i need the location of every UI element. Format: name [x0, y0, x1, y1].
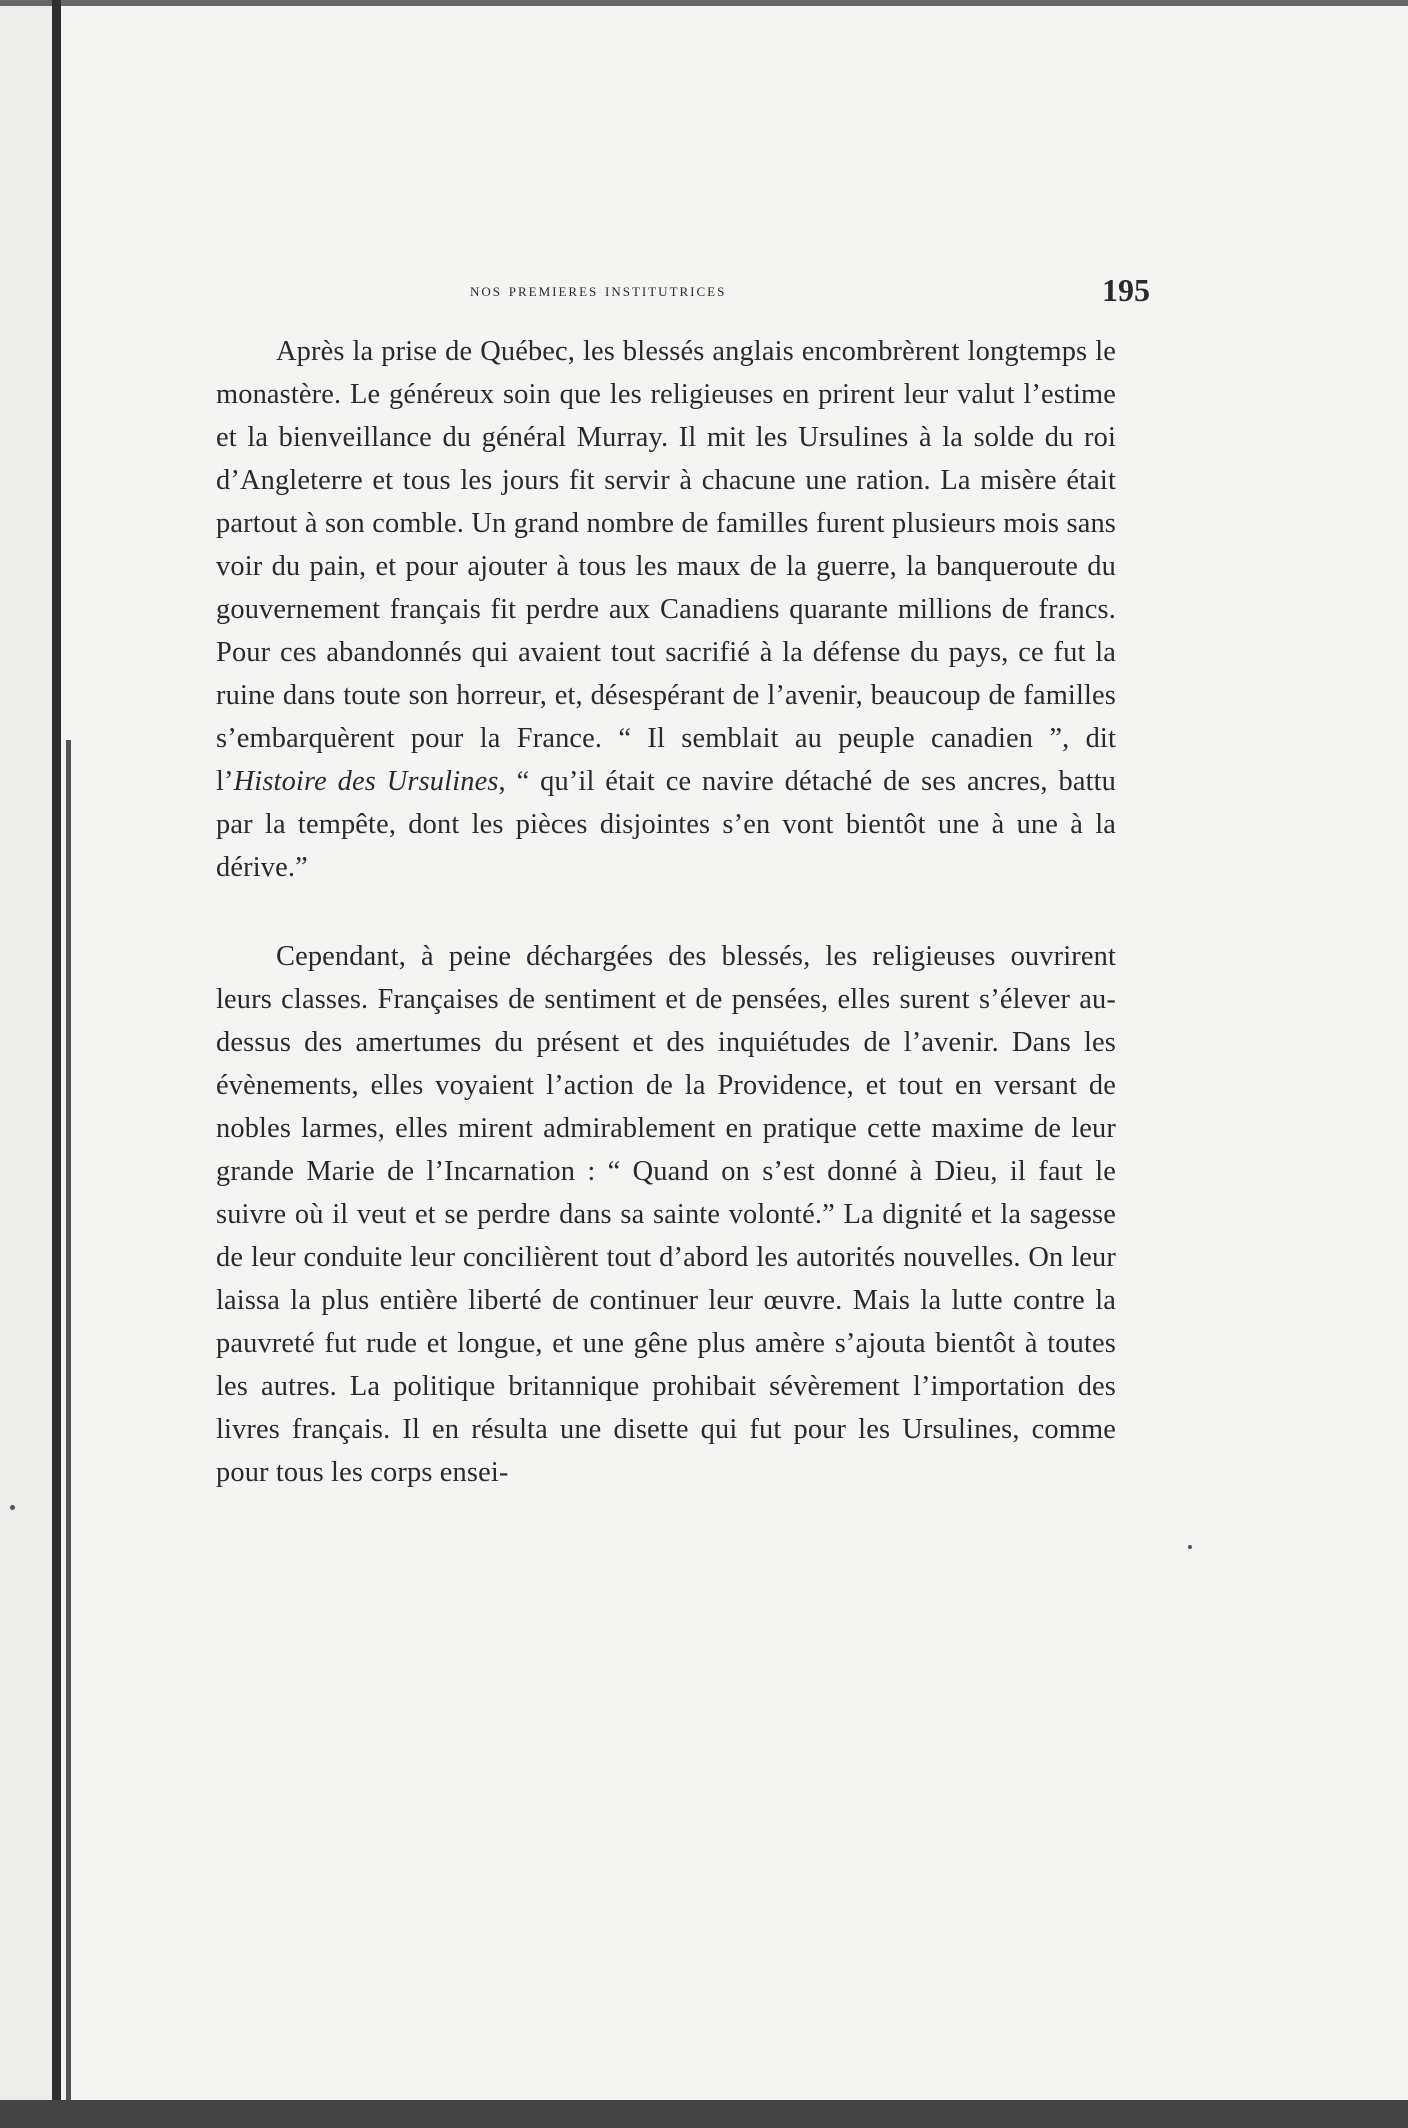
binding-edge [52, 0, 61, 2128]
page-header [470, 272, 1150, 316]
page-number: 195 [1102, 272, 1150, 308]
body-text [216, 330, 1116, 1494]
paragraph-1 [216, 330, 1116, 889]
binding-edge-shadow [66, 740, 71, 2128]
paragraph-2: Cependant, à peine déchargées des blessés, les religieuses ouvrirent leurs classes. Françaises de sentiment et de pensées, elles surent s’élever au-dessus des amertumes du présent et des inquiétudes de l’avenir. Dans les évènements, elles voyaient l’action de la Providence, et tout en versant de nobles larmes, elles mirent admirablement en pratique cette maxime de leur grande Marie de l’Incarnation : “ Quand on s’est donné à Dieu, il faut le suivre où il veut et se perdre dans sa sainte volonté.” La dignité et la sagesse de leur conduite leur concilièrent tout d’abord les autorités nouvelles. On leur laissa la plus entière liberté de continuer leur œuvre. Mais la lutte contre la pauvreté fut rude et longue, et une gêne plus amère s’ajouta bientôt à toutes les autres. La politique britannique prohibait sévèrement l’importation des livres français. Il en résulta une disette qui fut pour les Ursulines, comme pour tous les corps ensei- [216, 941, 1116, 1488]
paragraph-1-quote-end: , “ qu’il était ce navire détaché de ses ancres, battu par la tempête, dont les pièces disjointes s’en vont bientôt une à une à la dérive.” [216, 766, 1116, 883]
book-title-italic: Histoire des Ursulines [233, 766, 499, 797]
scan-speck [10, 1505, 15, 1510]
paragraph-1-text: Après la prise de Québec, les blessés anglais encombrèrent longtemps le monastère. Le généreux soin que les religieuses en prirent leur valut l’estime et la bienveillance du général Murray. Il mit les Ursulines à la solde du roi d’Angleterre et tous les jours fit servir à chacune une ration. La misère était partout à son comble. Un grand nombre de familles furent plusieurs mois sans voir du pain, et pour ajouter à tous les maux de la guerre, la banqueroute du gouvernement français fit perdre aux Canadiens quarante millions de francs. Pour ces abandonnés qui avaient tout sacrifié à la défense du pays, ce fut la ruine dans toute son horreur, et, désespérant de l’avenir, beaucoup de familles s’embarquèrent pour la France. “ Il semblait au peuple canadien ”, dit l’ [216, 336, 1116, 797]
scan-bottom-border [0, 2100, 1408, 2128]
running-title: nos premieres institutrices [470, 280, 727, 301]
scan-speck [1188, 1545, 1192, 1549]
scan-top-border [0, 0, 1408, 6]
